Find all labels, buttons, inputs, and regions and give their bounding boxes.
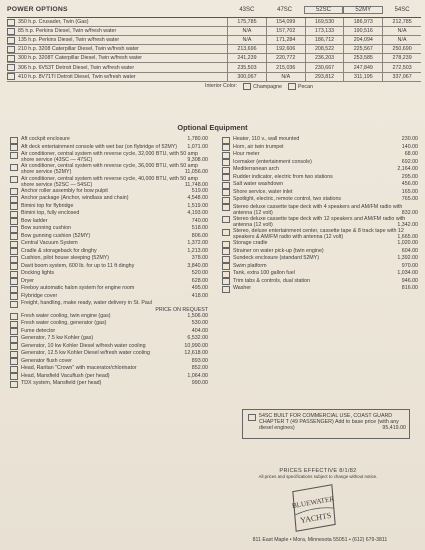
equipment-item: [222, 189, 418, 197]
power-option-price: 173,133: [305, 27, 344, 35]
equipment-price: 1,034.00: [397, 270, 418, 277]
champagne-checkbox[interactable]: [243, 83, 251, 90]
power-option-checkbox[interactable]: [7, 73, 15, 80]
equipment-checkbox[interactable]: [222, 271, 230, 278]
equipment-label: Generator flush cover: [21, 357, 72, 364]
equipment-item: [10, 373, 208, 381]
equipment-price: 852.00: [191, 365, 208, 372]
equipment-label: Swim platform: [233, 262, 267, 269]
equipment-price: 10,990.00: [184, 342, 208, 349]
equipment-label: Bimini top, fully enclosed: [21, 210, 80, 217]
equipment-item: [10, 263, 208, 271]
equipment-price: 628.00: [191, 277, 208, 284]
equipment-item: [10, 195, 208, 203]
equipment-item: [222, 166, 418, 174]
equipment-checkbox[interactable]: [10, 313, 18, 320]
power-option-checkbox[interactable]: [7, 46, 15, 53]
equipment-label: Stereo deluxe cassette tape deck with 4 speakers and AM/FM radio with antenna (12 volt): [233, 203, 403, 216]
equipment-label: Icemaker (entertainment console): [233, 158, 312, 165]
equipment-label: Horn, air twin trumpet: [233, 143, 284, 150]
equipment-checkbox[interactable]: [10, 203, 18, 210]
equipment-item: [10, 218, 208, 226]
equipment-checkbox[interactable]: [222, 159, 230, 166]
equipment-price: 9,308.00: [187, 157, 208, 164]
equipment-label: Aft deck entertainment console with wet bar (on flybridge of 52MY): [21, 143, 178, 150]
equipment-label: Fresh water cooling, twin engine (gas): [21, 312, 111, 319]
equipment-price: 12,618.00: [184, 350, 208, 357]
equipment-checkbox[interactable]: [10, 286, 18, 293]
equipment-price: 230.00: [401, 136, 418, 142]
equipment-checkbox[interactable]: [10, 152, 18, 159]
equipment-label: Mediterranean arch: [233, 166, 279, 172]
equipment-checkbox[interactable]: [10, 241, 18, 248]
equipment-price: 765.00: [401, 196, 418, 202]
power-option-label: 350 h.p. Crusader, Twin (Gas): [18, 19, 89, 26]
equipment-label: Trim tabs & controls, dual station: [233, 277, 310, 284]
equipment-checkbox[interactable]: [222, 152, 230, 159]
equipment-item: [10, 278, 208, 286]
power-option-row: [7, 73, 421, 82]
power-option-price: 169,530: [305, 18, 344, 26]
equipment-price: 378.00: [191, 255, 208, 262]
power-option-checkbox[interactable]: [7, 19, 15, 26]
power-option-price: 250,690: [382, 45, 421, 53]
equipment-item: [10, 188, 208, 196]
power-option-price: N/A: [266, 73, 305, 81]
power-option-row: [7, 36, 421, 45]
equipment-price: 1,392.00: [397, 255, 418, 262]
equipment-item: [10, 270, 208, 278]
power-option-price: 247,849: [343, 63, 382, 71]
power-option-checkbox[interactable]: [7, 55, 15, 62]
power-option-price: 213,696: [227, 45, 266, 53]
equipment-price: 1,213.00: [187, 247, 208, 254]
equipment-checkbox[interactable]: [10, 256, 18, 263]
equipment-price: 832.00: [401, 209, 418, 216]
equipment-price: 404.00: [191, 327, 208, 334]
equipment-item: [222, 196, 418, 204]
interior-option-champagne: Champagne: [253, 83, 282, 90]
equipment-checkbox[interactable]: [10, 336, 18, 343]
equipment-checkbox[interactable]: [10, 263, 18, 270]
equipment-checkbox[interactable]: [222, 286, 230, 293]
power-options-section: [7, 5, 421, 90]
equipment-label: Spotlight, electric, remote control, two stations: [233, 196, 342, 202]
equipment-item: [10, 380, 208, 388]
equipment-label: Generator, 10 kw Kohler Diesel w/fresh water cooling: [21, 342, 146, 349]
power-option-price: 230,667: [305, 63, 344, 71]
equipment-checkbox[interactable]: [10, 293, 18, 300]
equipment-item: [222, 174, 418, 182]
equipment-price: 4,193.00: [187, 210, 208, 217]
equipment-item: [222, 159, 418, 167]
equipment-price: 1,665.00: [397, 234, 418, 241]
equipment-label: Air conditioner, central system with reverse cycle, 32,000 BTU, with 50 amp shore service (43SC — 47SC): [21, 151, 198, 164]
power-option-row: [7, 63, 421, 72]
equipment-label: Head, Mansfield Vacuflush (per head): [21, 372, 110, 379]
power-option-label: 410 h.p. 8V71TI Detroit Diesel, Twin w/fresh water: [18, 73, 136, 80]
logo-line-1: BLUEWATER: [291, 494, 335, 511]
col-head-52sc: 52SC: [304, 6, 344, 14]
power-option-checkbox[interactable]: [7, 28, 15, 35]
optional-equipment-left-column: [10, 136, 208, 388]
equipment-item: [10, 313, 208, 321]
equipment-item: [10, 163, 208, 175]
commercial-checkbox[interactable]: [248, 414, 256, 421]
equipment-label: Strainer on water pick-up (twin engine): [233, 247, 324, 254]
equipment-label: Dryer: [21, 277, 34, 284]
equipment-label: Anchor package (Anchor, windlass and chain): [21, 195, 129, 202]
equipment-checkbox[interactable]: [222, 174, 230, 181]
equipment-checkbox[interactable]: [222, 256, 230, 263]
equipment-label: Salt water washdown: [233, 181, 284, 187]
equipment-checkbox[interactable]: [10, 164, 18, 171]
power-option-price: 175,785: [227, 18, 266, 26]
interior-color-row: [7, 82, 421, 91]
power-option-row: [7, 54, 421, 63]
equipment-label: Air conditioner, central system with reverse cycle, 36,000 BTU, with 50 amp shore service (52MY): [21, 163, 198, 176]
equipment-checkbox[interactable]: [10, 196, 18, 203]
equipment-label: Fume detector: [21, 327, 56, 334]
equipment-price: 165.00: [401, 188, 418, 195]
equipment-item: [222, 144, 418, 152]
equipment-item: [10, 343, 208, 351]
equipment-checkbox[interactable]: [10, 218, 18, 225]
col-head-54sc: 54SC: [394, 6, 410, 13]
equipment-checkbox[interactable]: [10, 343, 18, 350]
equipment-item: [10, 210, 208, 218]
equipment-checkbox[interactable]: [222, 189, 230, 196]
equipment-checkbox[interactable]: [222, 137, 230, 144]
equipment-label: Freight, handling, make ready, water delivery in St. Paul: [21, 300, 152, 307]
power-option-label: 210 h.p. 3208 Caterpillar Diesel, Twin w/fresh water: [18, 46, 139, 53]
power-option-price: 154,099: [266, 18, 305, 26]
equipment-price: 520.00: [191, 270, 208, 277]
equipment-item: [10, 240, 208, 248]
equipment-item: [10, 328, 208, 336]
pecan-checkbox[interactable]: [288, 83, 296, 90]
equipment-checkbox[interactable]: [10, 358, 18, 365]
power-option-price: 293,812: [305, 73, 344, 81]
equipment-label: Generator, 12.5 kw Kohler Diesel w/fresh water cooling: [21, 350, 150, 357]
power-option-price: 171,284: [266, 36, 305, 44]
equipment-checkbox[interactable]: [10, 226, 18, 233]
equipment-item: [222, 240, 418, 248]
power-option-price: 192,606: [266, 45, 305, 53]
equipment-checkbox[interactable]: [222, 144, 230, 151]
bluewater-yachts-logo: [283, 480, 345, 537]
col-head-43sc: 43SC: [239, 6, 255, 13]
equipment-label: Head, Raritan "Crown" with macerator/chlorinator: [21, 365, 137, 372]
equipment-checkbox[interactable]: [222, 167, 230, 174]
equipment-item: [10, 365, 208, 373]
power-option-price: 215,036: [266, 63, 305, 71]
equipment-price: 1,064.00: [187, 372, 208, 379]
prices-note: All prices and specifications subject to change without notice.: [258, 474, 378, 479]
equipment-item: [10, 176, 208, 188]
equipment-price: 6,532.00: [187, 335, 208, 342]
interior-option-pecan: Pecan: [297, 83, 313, 90]
equipment-checkbox[interactable]: [10, 271, 18, 278]
equipment-price: 1,519.00: [187, 202, 208, 209]
equipment-checkbox[interactable]: [10, 321, 18, 328]
power-option-label: 300 h.p. 3208T Caterpillar Diesel, Twin w/fresh water: [18, 55, 143, 62]
power-options-table: [7, 17, 421, 91]
power-option-row: [7, 18, 421, 27]
power-option-price: 186,712: [305, 36, 344, 44]
equipment-label: Fireboy automatic halon system for engine room: [21, 285, 135, 292]
equipment-label: Rudder indicator, electric from two stations: [233, 173, 333, 180]
equipment-price: 140.00: [401, 143, 418, 150]
equipment-checkbox[interactable]: [10, 176, 18, 183]
equipment-checkbox[interactable]: [10, 351, 18, 358]
equipment-price: 692.00: [401, 158, 418, 165]
equipment-checkbox[interactable]: [222, 197, 230, 204]
equipment-price: 604.00: [401, 247, 418, 254]
equipment-item: [10, 320, 208, 328]
optional-equipment-title: Optional Equipment: [177, 123, 248, 132]
power-options-header: [7, 5, 421, 14]
equipment-label: TDX system, Mansfield (per head): [21, 380, 102, 387]
equipment-checkbox[interactable]: [222, 229, 230, 236]
equipment-checkbox[interactable]: [222, 278, 230, 285]
equipment-price: 1,020.00: [397, 240, 418, 247]
equipment-item: [10, 285, 208, 293]
optional-equipment-right-column: [222, 136, 418, 293]
equipment-checkbox[interactable]: [10, 233, 18, 240]
equipment-label: Cushion, pilot house sleeping (52MY): [21, 255, 110, 262]
equipment-item: [222, 151, 418, 159]
power-option-price: 300,067: [227, 73, 266, 81]
equipment-checkbox[interactable]: [10, 366, 18, 373]
commercial-option-box: [242, 409, 410, 439]
equipment-checkbox[interactable]: [10, 248, 18, 255]
equipment-checkbox[interactable]: [222, 216, 230, 223]
equipment-label: Washer: [233, 285, 252, 292]
equipment-checkbox[interactable]: [10, 301, 18, 308]
equipment-label: Bow sunning cushion: [21, 225, 72, 232]
equipment-item: [222, 270, 418, 278]
equipment-price: 495.00: [191, 285, 208, 292]
power-option-row: [7, 27, 421, 36]
equipment-price: 1,372.00: [187, 240, 208, 247]
prices-effective-block: [223, 468, 413, 479]
equipment-label: Flybridge cover: [21, 292, 58, 299]
equipment-label: Central Vacuum System: [21, 240, 78, 247]
equipment-checkbox[interactable]: [10, 211, 18, 218]
power-options-title: POWER OPTIONS: [7, 6, 68, 13]
commercial-price: 95,419.00: [382, 425, 406, 432]
power-option-price: 253,585: [343, 54, 382, 62]
equipment-price: 11,056.00: [184, 169, 208, 176]
equipment-label: Fresh water cooling, generator (gas): [21, 320, 107, 327]
equipment-label: Anchor roller assembly for bow pulpit: [21, 187, 108, 194]
power-option-price: N/A: [227, 27, 266, 35]
power-option-price: 272,503: [382, 63, 421, 71]
power-option-price: N/A: [382, 36, 421, 44]
equipment-label: Sundeck enclosure (standard 52MY): [233, 255, 319, 262]
equipment-price: 893.00: [191, 357, 208, 364]
power-option-price: 225,567: [343, 45, 382, 53]
equipment-label: Cradle & storageback for dinghy: [21, 247, 97, 254]
equipment-item: [222, 216, 418, 228]
equipment-price: 519.00: [191, 187, 208, 194]
power-option-price: 241,239: [227, 54, 266, 62]
equipment-item: [10, 151, 208, 163]
col-head-47sc: 47SC: [277, 6, 293, 13]
equipment-label: Storage cradle: [233, 240, 268, 247]
power-option-price: 204,094: [343, 36, 382, 44]
power-option-label: 85 h.p. Perkins Diesel, Twin w/fresh water: [18, 28, 117, 35]
equipment-price: 295.00: [401, 173, 418, 180]
equipment-price: 518.00: [191, 225, 208, 232]
equipment-label: Bow ladder: [21, 217, 48, 224]
equipment-label: Davit boom system, 600 lb. for up to 11 ft dinghy: [21, 262, 135, 269]
power-option-price: 236,203: [305, 54, 344, 62]
equipment-label: Stereo deluxe cassette tape deck with 12 speakers and AM/FM radio with antenna (12 volt): [233, 215, 406, 228]
equipment-price: 816.00: [401, 285, 418, 292]
equipment-price: 1,780.00: [187, 136, 208, 142]
equipment-price: 3,840.00: [187, 262, 208, 269]
equipment-label: Bow gunning cushion (52MY): [21, 232, 91, 239]
equipment-price: 418.00: [191, 292, 208, 299]
col-head-52my: 52MY: [343, 6, 383, 14]
equipment-checkbox[interactable]: [10, 328, 18, 335]
dealer-address: 811 East Maple • Mora, Minnesota 55051 • (612) 679-3811: [252, 537, 388, 543]
power-option-price: 157,702: [266, 27, 305, 35]
equipment-price: 1,071.00: [187, 143, 208, 150]
equipment-item: [10, 350, 208, 358]
equipment-price: 11,748.00: [184, 181, 208, 188]
equipment-item: [10, 300, 208, 312]
power-option-checkbox[interactable]: [7, 64, 15, 71]
equipment-item: [10, 225, 208, 233]
power-option-price: N/A: [382, 27, 421, 35]
equipment-label: Air conditioner, central system with reverse cycle, 40,000 BTU, with 50 amp shore service (52SC — 54SC): [21, 175, 198, 188]
equipment-label: Hour meter: [233, 151, 260, 157]
equipment-price: PRICE ON REQUEST: [155, 306, 208, 313]
equipment-label: Tank, extra 100 gallon fuel: [233, 270, 295, 277]
power-option-label: 306 h.p. 6V53T Detroit Diesel, Twin w/fresh water: [18, 64, 135, 71]
equipment-checkbox[interactable]: [222, 263, 230, 270]
equipment-checkbox[interactable]: [222, 204, 230, 211]
equipment-price: 946.00: [401, 277, 418, 284]
equipment-item: [222, 136, 418, 144]
equipment-checkbox[interactable]: [10, 137, 18, 144]
power-option-price: 337,067: [382, 73, 421, 81]
power-option-price: 235,503: [227, 63, 266, 71]
equipment-label: Shore service, water inlet: [233, 188, 293, 195]
power-option-label: 135 h.p. Perkins Diesel, Twin w/fresh water: [18, 37, 120, 44]
equipment-item: [10, 255, 208, 263]
interior-color-label: Interior Color:: [205, 83, 238, 90]
equipment-item: [222, 255, 418, 263]
equipment-item: [222, 228, 418, 240]
equipment-label: Docking lights: [21, 270, 54, 277]
equipment-checkbox[interactable]: [222, 248, 230, 255]
equipment-item: [222, 248, 418, 256]
equipment-price: 68.00: [404, 151, 418, 157]
equipment-price: 1,506.00: [187, 312, 208, 319]
equipment-checkbox[interactable]: [10, 278, 18, 285]
equipment-item: [10, 335, 208, 343]
power-option-checkbox[interactable]: [7, 37, 15, 44]
equipment-item: [10, 293, 208, 301]
power-option-price: 220,772: [266, 54, 305, 62]
power-option-price: 208,522: [305, 45, 344, 53]
equipment-checkbox[interactable]: [10, 144, 18, 151]
power-option-price: 190,516: [343, 27, 382, 35]
equipment-price: 806.00: [191, 232, 208, 239]
equipment-item: [10, 144, 208, 152]
power-option-price: 186,973: [343, 18, 382, 26]
equipment-item: [10, 233, 208, 241]
equipment-item: [222, 278, 418, 286]
equipment-label: Stereo, deluxe entertainment center, cassette tape & 8 track tape with 12 speakers & AM/FM radio with antenna (12 volt): [233, 228, 404, 241]
commercial-text: 54SC BUILT FOR COMMERCIAL USE, COAST GUARD CHAPTER T (49 PASSENGER) Add to base price (with any diesel engines): [259, 413, 399, 432]
equipment-item: [10, 248, 208, 256]
equipment-checkbox[interactable]: [222, 182, 230, 189]
equipment-price: 970.00: [401, 262, 418, 269]
equipment-item: [10, 203, 208, 211]
power-option-price: 212,785: [382, 18, 421, 26]
equipment-label: Generator, 7.5 kw Kohler (gas): [21, 335, 94, 342]
equipment-label: Aft cockpit enclosure: [21, 136, 70, 142]
equipment-checkbox[interactable]: [10, 381, 18, 388]
equipment-label: Bimini top for flybridge: [21, 202, 74, 209]
power-option-price: 311,195: [343, 73, 382, 81]
equipment-price: 1,342.00: [397, 221, 418, 228]
equipment-item: [10, 358, 208, 366]
equipment-price: 456.00: [401, 181, 418, 187]
power-option-price: 278,239: [382, 54, 421, 62]
prices-effective: PRICES EFFECTIVE 8/1/82: [279, 468, 357, 474]
equipment-item: [222, 263, 418, 271]
power-option-price: N/A: [227, 36, 266, 44]
equipment-checkbox[interactable]: [222, 241, 230, 248]
equipment-checkbox[interactable]: [10, 373, 18, 380]
equipment-price: 2,164.00: [397, 166, 418, 172]
equipment-item: [222, 285, 418, 293]
equipment-item: [222, 181, 418, 189]
power-option-row: [7, 45, 421, 54]
equipment-price: 530.00: [191, 320, 208, 327]
equipment-item: [10, 136, 208, 144]
equipment-item: [222, 204, 418, 216]
equipment-price: 740.00: [191, 217, 208, 224]
equipment-label: Heater, 110 v., wall mounted: [233, 136, 300, 142]
equipment-price: 4,548.00: [187, 195, 208, 202]
equipment-checkbox[interactable]: [10, 188, 18, 195]
equipment-price: 990.00: [191, 380, 208, 387]
logo-line-2: YACHTS: [299, 510, 333, 526]
